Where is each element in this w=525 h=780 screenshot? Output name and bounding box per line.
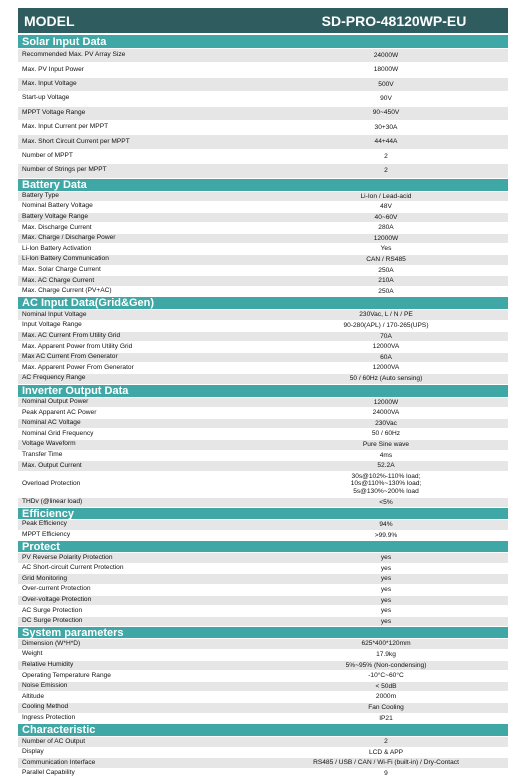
spec-label: Transfer Time bbox=[22, 450, 63, 458]
spec-row bbox=[18, 135, 508, 149]
spec-label: Recommended Max. PV Array Size bbox=[22, 51, 126, 59]
spec-label: Grid Monitoring bbox=[22, 574, 68, 582]
spec-row bbox=[18, 553, 508, 564]
spec-label: Max. Input Current per MPPT bbox=[22, 123, 109, 131]
spec-label: Max. Charge Current (PV+AC) bbox=[22, 287, 112, 295]
spec-row bbox=[18, 374, 508, 385]
spec-value: 94% bbox=[379, 521, 393, 529]
section-title: Characteristic bbox=[18, 724, 508, 737]
spec-row bbox=[18, 310, 508, 321]
spec-value: yes bbox=[380, 607, 392, 615]
spec-value: 2000m bbox=[375, 693, 397, 701]
spec-row bbox=[18, 121, 508, 135]
spec-row bbox=[18, 363, 508, 374]
spec-row bbox=[18, 585, 508, 596]
spec-row bbox=[18, 440, 508, 451]
spec-row bbox=[18, 150, 508, 164]
spec-label: Number of AC Output bbox=[22, 737, 86, 745]
spec-value: IP21 bbox=[379, 714, 393, 722]
spec-label: Number of Strings per MPPT bbox=[22, 166, 107, 174]
model-label: MODEL bbox=[24, 12, 75, 29]
spec-row bbox=[18, 606, 508, 617]
spec-value: 24000VA bbox=[372, 409, 400, 417]
spec-sheet bbox=[18, 8, 508, 780]
spec-value: 250A bbox=[378, 266, 394, 274]
model-value: SD-PRO-48120WP-EU bbox=[321, 12, 467, 29]
spec-value: 12000VA bbox=[372, 343, 400, 351]
spec-label: Nominal Battery Voltage bbox=[22, 202, 93, 210]
spec-row bbox=[18, 398, 508, 409]
section bbox=[18, 385, 508, 508]
spec-value: <5% bbox=[379, 498, 393, 506]
spec-value: 9 bbox=[384, 769, 388, 777]
spec-value: 24000W bbox=[373, 51, 399, 59]
spec-value: Yes bbox=[380, 245, 392, 253]
spec-row bbox=[18, 223, 508, 234]
spec-label: MPPT Efficiency bbox=[22, 531, 71, 539]
spec-value: yes bbox=[380, 575, 392, 583]
spec-label: Li-Ion Battery Activation bbox=[22, 244, 92, 252]
spec-label: Max. Solar Charge Current bbox=[22, 266, 101, 273]
spec-row bbox=[18, 92, 508, 106]
spec-value: Pure Sine wave bbox=[362, 440, 410, 448]
spec-row bbox=[18, 164, 508, 178]
spec-row bbox=[18, 758, 508, 769]
spec-row bbox=[18, 596, 508, 607]
spec-row bbox=[18, 520, 508, 531]
spec-label: Parallel Capability bbox=[22, 769, 75, 777]
spec-value: 48V bbox=[380, 203, 392, 211]
spec-row bbox=[18, 737, 508, 748]
spec-value: 250A bbox=[378, 287, 394, 295]
spec-label: Input Voltage Range bbox=[22, 321, 82, 329]
spec-value: 90V bbox=[380, 95, 392, 103]
spec-label: Peak Efficiency bbox=[22, 520, 67, 528]
spec-row bbox=[18, 714, 508, 725]
spec-row bbox=[18, 472, 508, 498]
spec-label: Nominal Grid Frequency bbox=[22, 429, 94, 437]
section bbox=[18, 508, 508, 541]
spec-row bbox=[18, 703, 508, 714]
spec-label: Altitude bbox=[22, 692, 44, 700]
spec-label: Max. PV Input Power bbox=[22, 65, 84, 73]
spec-label: MPPT Voltage Range bbox=[22, 108, 86, 116]
spec-row bbox=[18, 244, 508, 255]
spec-value: 12000VA bbox=[372, 364, 400, 372]
spec-row bbox=[18, 202, 508, 213]
spec-row bbox=[18, 671, 508, 682]
spec-row bbox=[18, 266, 508, 277]
spec-label: PV Reverse Polarity Protection bbox=[22, 553, 113, 561]
spec-row bbox=[18, 321, 508, 332]
spec-label: Operating Temperature Range bbox=[22, 671, 111, 679]
model-header bbox=[18, 8, 508, 35]
section bbox=[18, 724, 508, 779]
spec-label: Dimension (W*H*D) bbox=[22, 639, 81, 647]
spec-label: Peak Apparent AC Power bbox=[22, 408, 97, 416]
spec-label: Nominal Input Voltage bbox=[22, 310, 87, 318]
spec-value: 2 bbox=[384, 738, 388, 746]
spec-label: Max. AC Charge Current bbox=[22, 276, 95, 284]
spec-value: 625*400*120mm bbox=[361, 640, 411, 648]
spec-label: Cooling Method bbox=[22, 703, 69, 711]
spec-label: Relative Humidity bbox=[22, 660, 74, 668]
spec-label: Over-current Protection bbox=[22, 585, 91, 593]
spec-label: Max. Charge / Discharge Power bbox=[22, 234, 116, 242]
spec-value: yes bbox=[380, 564, 392, 572]
spec-row bbox=[18, 769, 508, 780]
spec-value: 18000W bbox=[373, 66, 399, 74]
spec-label: Nominal Output Power bbox=[22, 397, 89, 405]
spec-value: 5%~95% (Non-condensing) bbox=[345, 661, 427, 669]
spec-row bbox=[18, 78, 508, 92]
section-title: Inverter Output Data bbox=[18, 385, 508, 398]
section-title: Battery Data bbox=[18, 179, 508, 192]
spec-value: 90-280(APL) / 170-265(UPS) bbox=[343, 322, 429, 330]
spec-value: 2 bbox=[384, 167, 388, 175]
spec-value: 500V bbox=[378, 80, 394, 88]
spec-row bbox=[18, 692, 508, 703]
spec-row bbox=[18, 429, 508, 440]
section bbox=[18, 35, 508, 179]
spec-label: Max. Discharge Current bbox=[22, 223, 92, 231]
spec-label: Over-voltage Protection bbox=[22, 595, 92, 603]
spec-value: 17.9kg bbox=[376, 651, 396, 659]
spec-row bbox=[18, 332, 508, 343]
spec-value: -10°C~60°C bbox=[368, 672, 404, 680]
spec-row bbox=[18, 461, 508, 472]
spec-row bbox=[18, 748, 508, 759]
spec-label: Weight bbox=[22, 650, 43, 658]
spec-value: < 50dB bbox=[375, 682, 397, 690]
spec-row bbox=[18, 574, 508, 585]
spec-value: RS485 / USB / CAN / Wi-Fi (built-in) / Dry-Contact bbox=[313, 759, 459, 767]
spec-row bbox=[18, 617, 508, 628]
spec-value: 44+44A bbox=[374, 138, 398, 146]
spec-label: Battery Type bbox=[22, 191, 59, 199]
spec-value: 30+30A bbox=[374, 123, 398, 131]
spec-row bbox=[18, 276, 508, 287]
spec-label: THDv (@linear load) bbox=[22, 497, 83, 505]
spec-value: 60A bbox=[380, 353, 392, 361]
spec-value: 12000W bbox=[373, 398, 399, 406]
spec-value: >99.9% bbox=[374, 531, 398, 539]
spec-label: Max. Short Circuit Current per MPPT bbox=[22, 137, 130, 145]
spec-value: CAN / RS485 bbox=[366, 256, 406, 264]
spec-value: yes bbox=[380, 554, 392, 562]
spec-value: 230Vac, L / N / PE bbox=[359, 311, 413, 319]
spec-label: Max. Output Current bbox=[22, 461, 82, 469]
spec-row bbox=[18, 564, 508, 575]
spec-value: 70A bbox=[380, 332, 392, 340]
section bbox=[18, 179, 508, 298]
spec-value: 40~60V bbox=[374, 213, 398, 221]
spec-value: 2 bbox=[384, 152, 388, 160]
spec-label: Overload Protection bbox=[22, 479, 81, 487]
section bbox=[18, 541, 508, 627]
spec-value: yes bbox=[380, 596, 392, 604]
spec-value: 12000W bbox=[373, 234, 399, 242]
spec-row bbox=[18, 682, 508, 693]
spec-label: DC Surge Protection bbox=[22, 617, 83, 625]
spec-label: AC Short-circuit Current Protection bbox=[22, 564, 124, 572]
spec-label: AC Frequency Range bbox=[22, 374, 86, 382]
section bbox=[18, 627, 508, 724]
spec-row bbox=[18, 287, 508, 298]
spec-value: 210A bbox=[378, 277, 394, 285]
spec-row bbox=[18, 49, 508, 63]
spec-row bbox=[18, 213, 508, 224]
spec-label: Max AC Current From Generator bbox=[22, 353, 118, 361]
spec-row bbox=[18, 650, 508, 661]
spec-label: Max. Apparent Power From Generator bbox=[22, 363, 134, 371]
section-title: Solar Input Data bbox=[18, 35, 508, 49]
spec-label: Voltage Waveform bbox=[22, 440, 76, 448]
spec-label: Number of MPPT bbox=[22, 151, 73, 159]
spec-value: 4ms bbox=[379, 451, 393, 459]
spec-label: Communication Interface bbox=[22, 758, 96, 766]
spec-label: Li-Ion Battery Communication bbox=[22, 255, 109, 263]
spec-value: 50 / 60Hz bbox=[371, 430, 401, 438]
spec-value: 30s@102%-110% load; 10s@110%~130% load; 5s@130%~200% load bbox=[350, 472, 422, 495]
spec-row bbox=[18, 639, 508, 650]
spec-row bbox=[18, 661, 508, 672]
spec-row bbox=[18, 255, 508, 266]
spec-row bbox=[18, 419, 508, 430]
spec-row bbox=[18, 63, 508, 77]
spec-value: LCD & APP bbox=[368, 748, 404, 756]
section-title: Efficiency bbox=[18, 508, 508, 520]
spec-label: AC Surge Protection bbox=[22, 606, 83, 614]
spec-label: Display bbox=[22, 748, 44, 756]
spec-label: Max. Apparent Power from Utility Grid bbox=[22, 342, 133, 350]
spec-value: 230Vac bbox=[375, 419, 397, 427]
spec-label: Max. AC Current From Utility Grid bbox=[22, 331, 121, 339]
spec-value: 280A bbox=[378, 224, 394, 232]
spec-row bbox=[18, 353, 508, 364]
spec-row bbox=[18, 531, 508, 542]
spec-value: yes bbox=[380, 586, 392, 594]
spec-row bbox=[18, 408, 508, 419]
spec-label: Ingress Protection bbox=[22, 713, 76, 721]
spec-sections bbox=[18, 35, 508, 780]
spec-label: Start-up Voltage bbox=[22, 94, 70, 102]
section-title: AC Input Data(Grid&Gen) bbox=[18, 297, 508, 310]
spec-value: 50 / 60Hz (Auto sensing) bbox=[349, 375, 423, 383]
spec-label: Noise Emission bbox=[22, 682, 68, 690]
section-title: Protect bbox=[18, 541, 508, 553]
spec-row bbox=[18, 498, 508, 509]
spec-value: Fan Cooling bbox=[368, 704, 404, 711]
spec-label: Nominal AC Voltage bbox=[22, 419, 81, 427]
spec-label: Battery Voltage Range bbox=[22, 213, 88, 221]
spec-label: Max. Input Voltage bbox=[22, 80, 77, 88]
spec-row bbox=[18, 451, 508, 462]
spec-row bbox=[18, 234, 508, 245]
spec-row bbox=[18, 342, 508, 353]
spec-row bbox=[18, 192, 508, 203]
spec-value: 90~450V bbox=[372, 109, 400, 117]
spec-value: yes bbox=[380, 617, 392, 625]
spec-value: 52.2A bbox=[377, 462, 395, 470]
spec-row bbox=[18, 107, 508, 121]
section bbox=[18, 297, 508, 384]
section-title: System parameters bbox=[18, 627, 508, 639]
spec-value: Li-Ion / Lead-acid bbox=[360, 192, 412, 200]
